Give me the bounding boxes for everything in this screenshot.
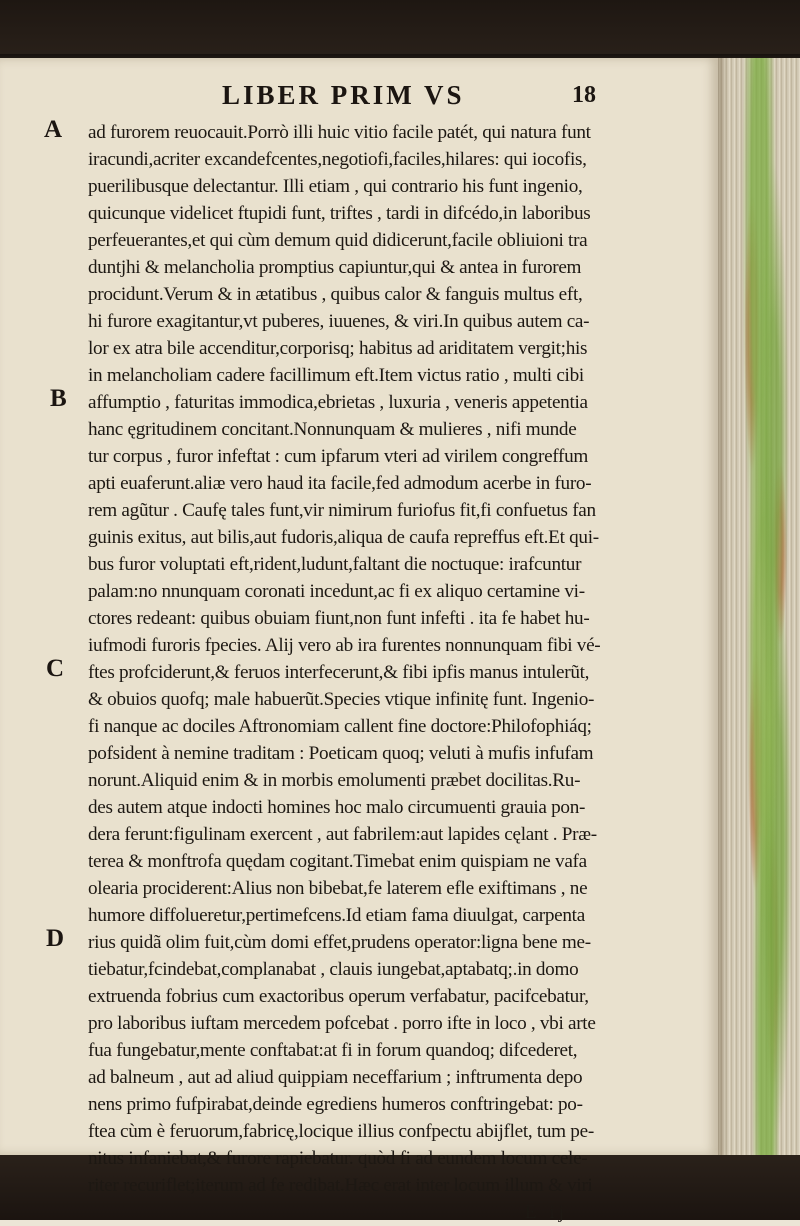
text-line: dera ferunt:figulinam exercent , aut fabrilem:aut lapides cęlant . Præ-: [88, 824, 597, 845]
text-line: palam:no nnunquam coronati incedunt,ac fi ex aliquo certamine vi-: [88, 581, 585, 602]
text-line: rem agũtur . Caufę tales funt,vir nimirum furiofus fit,fi confuetus fan: [88, 500, 596, 521]
text-line: pofsident à nemine traditam : Poeticam quoq; veluti à mufis infufam: [88, 743, 594, 764]
text-line: hi furore exagitantur,vt puberes, iuuenes, & viri.In quibus autem ca-: [88, 311, 590, 332]
text-line: rius quidã olim fuit,cùm domi effet,prudens operator:ligna bene me-: [88, 932, 591, 953]
text-line: riter recuriflet;iterum ad fe redibat.Hæc erat inter locum illum & viri: [88, 1175, 593, 1196]
text-line: lor ex atra bile accenditur,corporisq; habitus ad ariditatem vergit;his: [88, 338, 588, 359]
background-top: [0, 0, 800, 62]
running-title: LIBER PRIM VS: [222, 80, 465, 110]
margin-letter-a: A: [44, 116, 63, 143]
text-line: duntjhi & melancholia promptius capiuntur,qui & antea in furorem: [88, 257, 582, 278]
text-line: perfeuerantes,et qui cùm demum quid didicerunt,facile obliuioni tra: [88, 230, 588, 251]
text-line: norunt.Aliquid enim & in morbis emolumenti præbet docilitas.Ru-: [88, 770, 581, 791]
page-edge: [718, 58, 800, 1155]
text-line: extruenda fobrius cum exactoribus operum verfabatur, pacifcebatur,: [88, 986, 589, 1007]
body-text: [88, 119, 708, 1226]
text-line: fi nanque ac dociles Aftronomiam callent fine doctore:Philofophiáq;: [88, 716, 592, 737]
text-line: iracundi,acriter excandefcentes,negotiofi,faciles,hilares: qui iocofis,: [88, 149, 587, 170]
text-line: & obuios quofq; male habuerũt.Species vtique infinitę funt. Ingenio-: [88, 689, 595, 710]
margin-letter-d: D: [46, 925, 65, 952]
page-number: 18: [572, 82, 596, 108]
text-line: tiebatur,fcindebat,complanabat , clauis iungebat,aptabatq;.in domo: [88, 959, 579, 980]
text-line: bus furor voluptati eft,rident,ludunt,faltant die noctuque: irafcuntur: [88, 554, 582, 575]
page-header: [0, 80, 718, 120]
text-line: terea & monftrofa quędam cogitant.Timebat enim quispiam ne vafa: [88, 851, 587, 872]
text-line: affumptio , faturitas immodica,ebrietas , luxuria , veneris appetentia: [88, 392, 588, 413]
text-line: fua fungebatur,mente conftabat:at fi in forum quandoq; difcederet,: [88, 1040, 578, 1061]
margin-letter-c: C: [46, 655, 65, 682]
text-line: olearia prociderent:Alius non bibebat,fe laterem efle exiftimans , ne: [88, 878, 588, 899]
signature-mark: E ij: [524, 1202, 568, 1223]
margin-letter-b: B: [50, 385, 67, 412]
text-line: in melancholiam cadere facillimum eft.Item victus ratio , multi cibi: [88, 365, 584, 386]
text-line: ad balneum , aut ad aliud quippiam neceffarium ; inftrumenta depo: [88, 1067, 583, 1088]
text-line: guinis exitus, aut bilis,aut fudoris,aliqua de caufa repreffus eft.Et qui-: [88, 527, 599, 548]
text-line: ftes profciderunt,& feruos interfecerunt,& fibi ipfis manus intulerũt,: [88, 662, 590, 683]
text-line: nens primo fufpirabat,deinde egrediens humeros conftringebat: po-: [88, 1094, 583, 1115]
text-line: nitus infaniebat,& furore rapiebatur. quòd fi ad eundem locum cele-: [88, 1148, 588, 1169]
text-line: apti euaferunt.aliæ vero haud ita facile,fed admodum acerbe in furo-: [88, 473, 592, 494]
text-line: ftea cùm è feruorum,fabricę,locique illius confpectu abijflet, tum pe-: [88, 1121, 594, 1142]
text-line: tur corpus , furor infeftat : cum ipfarum vteri ad virilem congreffum: [88, 446, 589, 467]
text-line: des autem atque indocti homines hoc malo circumuenti grauia pon-: [88, 797, 586, 818]
text-line: ad furorem reuocauit.Porrò illi huic vitio facile patét, qui natura funt: [88, 122, 591, 143]
text-line: pro laboribus iuftam mercedem pofcebat . porro ifte in loco , vbi arte: [88, 1013, 596, 1034]
text-line: puerilibusque delectantur. Illi etiam , qui contrario his funt ingenio,: [88, 176, 583, 197]
text-line: hanc ęgritudinem concitant.Nonnunquam & mulieres , nifi munde: [88, 419, 577, 440]
text-line: procidunt.Verum & in ætatibus , quibus calor & fanguis multus eft,: [88, 284, 583, 305]
text-line: ctores redeant: quibus obuiam fiunt,non funt infefti . ita fe habet hu-: [88, 608, 590, 629]
text-line: quicunque videlicet ftupidi funt, triftes , tardi in difcédo,in laboribus: [88, 203, 591, 224]
text-line: humore diffolueretur,pertimefcens.Id etiam fama diuulgat, carpenta: [88, 905, 585, 926]
text-line: iufmodi furoris fpecies. Alij vero ab ira furentes nonnunquam fibi vé-: [88, 635, 601, 656]
